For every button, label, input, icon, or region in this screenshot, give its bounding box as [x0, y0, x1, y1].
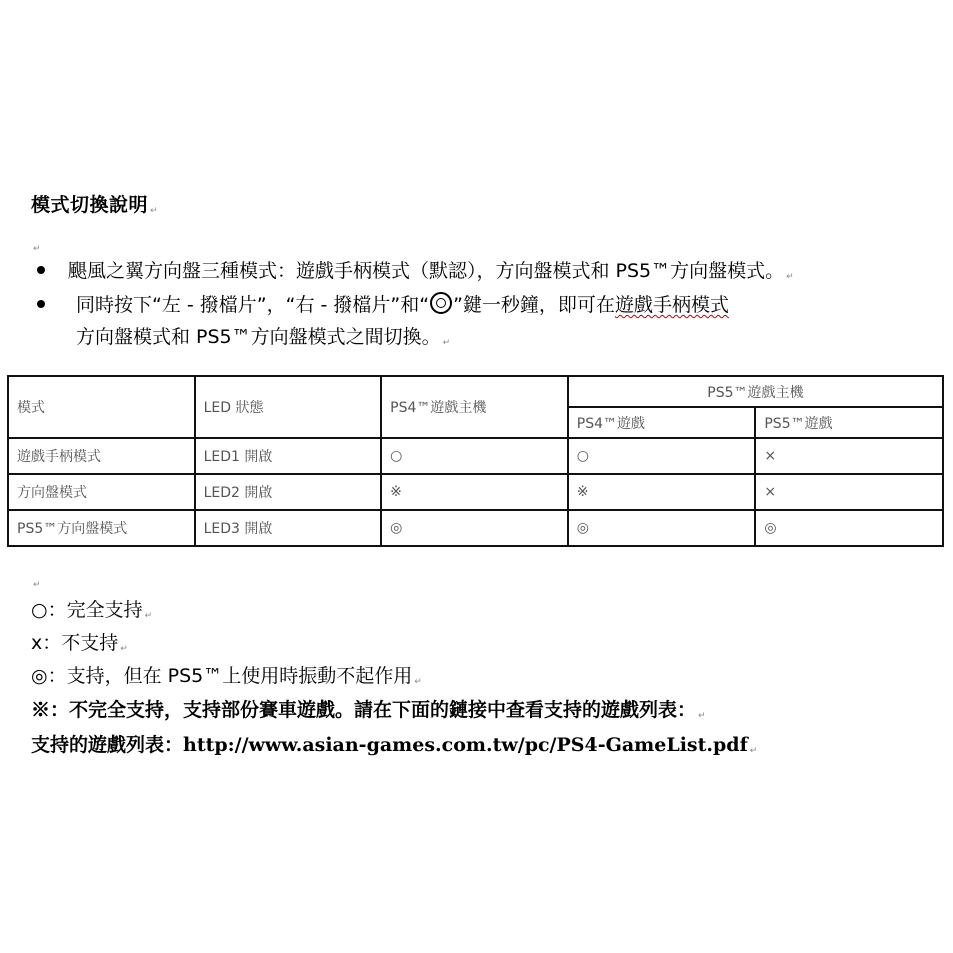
cell-mode: 遊戲手柄模式	[8, 438, 195, 474]
bullet-dot	[37, 266, 45, 274]
game-list-url[interactable]: http://www.asian-games.com.tw/pc/PS4-GameList.pdf	[183, 734, 748, 756]
empty-paragraph-mark: ↵	[33, 580, 41, 590]
bullet-dot	[37, 300, 45, 308]
mode-table	[7, 375, 944, 547]
cell-led: LED3 開啟	[195, 510, 382, 546]
bullet-item-modes: 颶風之翼方向盤三種模式：遊戲手柄模式（默認），方向盤模式和 PS5™方向盤模式。 ↵	[68, 260, 794, 282]
cell-ps5-ps5: ×	[755, 474, 943, 510]
cell-ps5-ps5: ◎	[755, 510, 943, 546]
cell-led: LED2 開啟	[195, 474, 382, 510]
cell-ps5-ps4: ○	[568, 438, 756, 474]
cell-ps5-ps4: ※	[568, 474, 756, 510]
bullet-item-switch: 同時按下“左 - 撥檔片”，“右 - 撥檔片”和“ ”鍵一秒鐘，即可在遊戲手柄模式	[76, 294, 729, 316]
header-ps4-console: PS4™遊戲主機	[381, 376, 568, 438]
legend-symbol: ○	[31, 599, 48, 621]
header-ps5-console: PS5™遊戲主機	[568, 376, 943, 407]
page-heading: 模式切換說明 ↵	[31, 194, 159, 216]
table-header-row	[8, 376, 943, 407]
gamepad-mode-text: 遊戲手柄模式	[614, 294, 729, 316]
header-led: LED 狀態	[195, 376, 382, 438]
return-mark: ↵	[150, 206, 159, 216]
bullet-item-switch-line2: 方向盤模式和 PS5™方向盤模式之間切換。 ↵	[76, 326, 451, 348]
table-row	[8, 510, 943, 546]
empty-paragraph-mark: ↵	[33, 244, 41, 254]
cell-mode: 方向盤模式	[8, 474, 195, 510]
table-row	[8, 438, 943, 474]
cell-led: LED1 開啟	[195, 438, 382, 474]
header-mode: 模式	[8, 376, 195, 438]
table-row	[8, 474, 943, 510]
cell-ps5-ps5: ×	[755, 438, 943, 474]
legend-full-support: ○：完全支持 ↵	[31, 599, 153, 621]
header-ps5-games: PS5™遊戲	[755, 407, 943, 438]
legend-not-supported: x：不支持 ↵	[31, 632, 128, 654]
legend-partial-support: ※：不完全支持，支持部份賽車遊戲。請在下面的鏈接中查看支持的遊戲列表： ↵	[31, 699, 706, 721]
legend-symbol: ◎	[31, 665, 48, 687]
cell-ps5-ps4: ◎	[568, 510, 756, 546]
legend-symbol: ※	[31, 699, 51, 721]
cell-ps4: ◎	[381, 510, 568, 546]
cell-mode: PS5™方向盤模式	[8, 510, 195, 546]
header-ps4-games: PS4™遊戲	[568, 407, 756, 438]
ps-button-icon	[430, 292, 452, 314]
cell-ps4: ○	[381, 438, 568, 474]
game-list-label: 支持的遊戲列表：	[31, 734, 184, 756]
game-list-link-line: 支持的遊戲列表：http://www.asian-games.com.tw/pc/PS4-GameList.pdf ↵	[31, 734, 758, 756]
legend-partial-vibration: ◎：支持，但在 PS5™上使用時振動不起作用 ↵	[31, 665, 422, 687]
legend-symbol: x	[31, 632, 43, 654]
cell-ps4: ※	[381, 474, 568, 510]
